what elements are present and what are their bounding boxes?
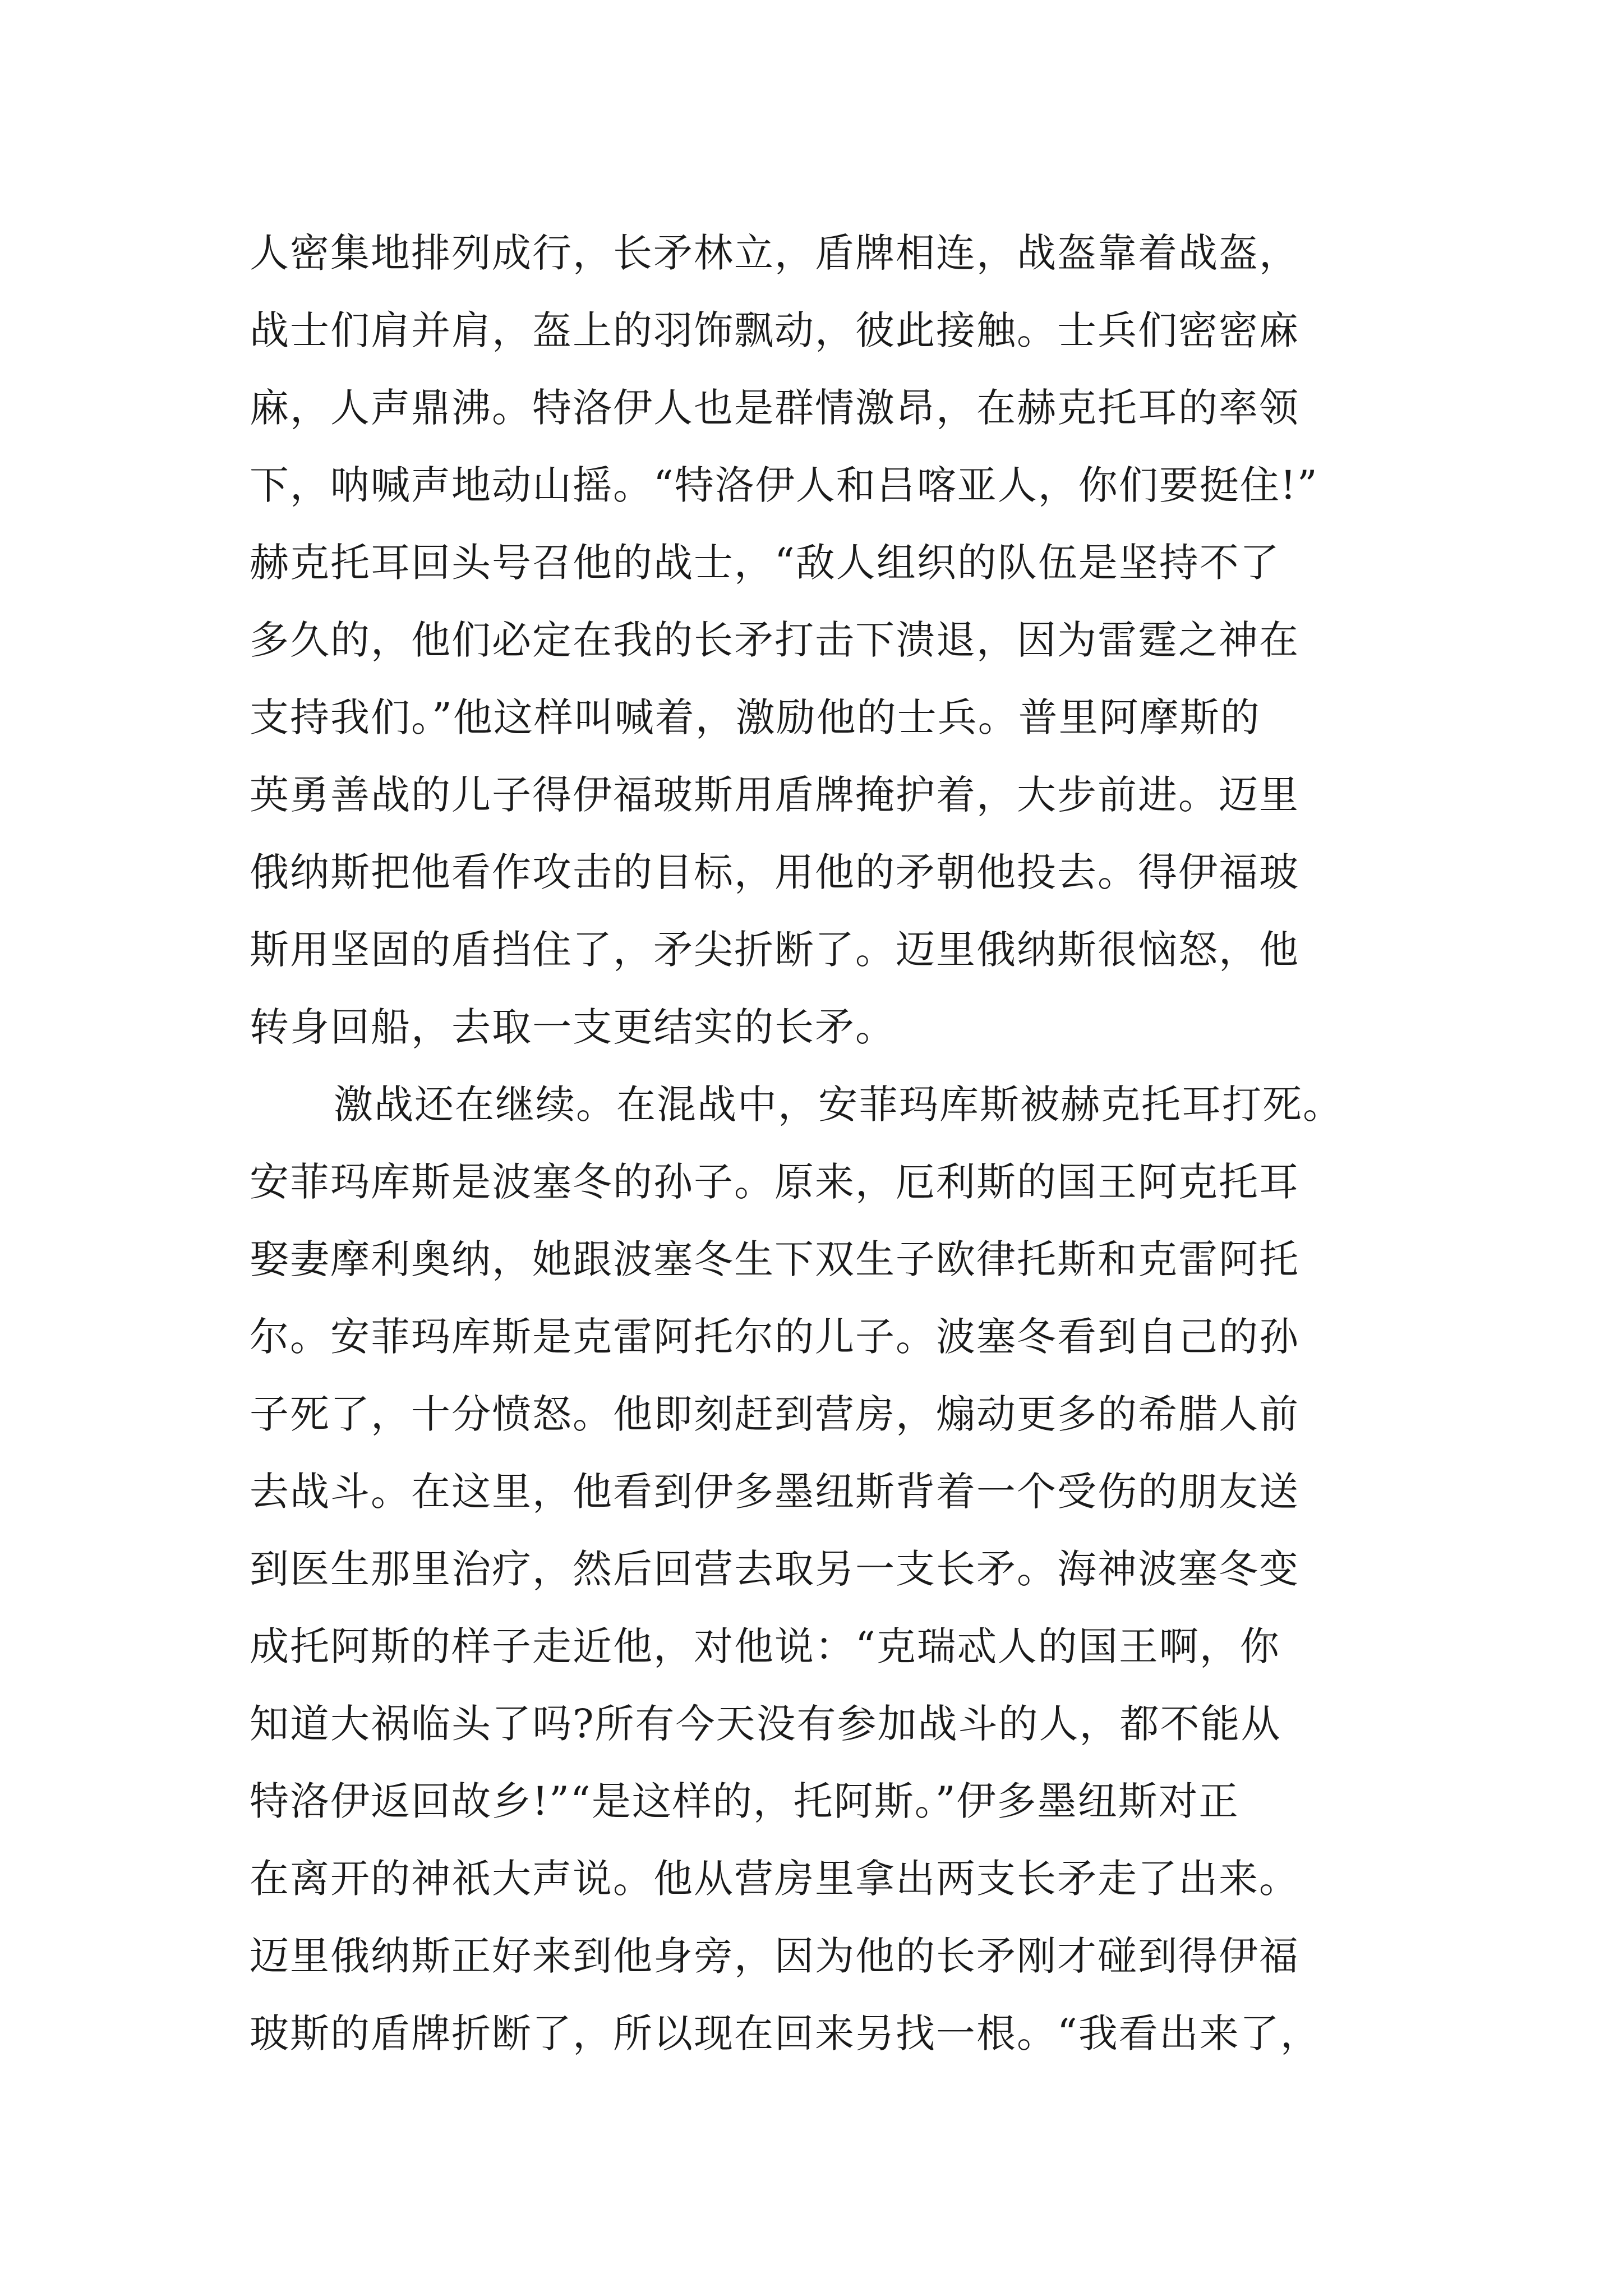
text-line: 尔。安菲玛库斯是克雷阿托尔的儿子。波塞冬看到自己的孙 <box>250 1314 1299 1360</box>
text-line: 支持我们。”他这样叫喊着，激励他的士兵。普里阿摩斯的 <box>250 694 1261 740</box>
text-line: 玻斯的盾牌折断了，所以现在回来另找一根。“我看出来了， <box>250 2010 1321 2056</box>
text-line: 多久的，他们必定在我的长矛打击下溃退，因为雷霆之神在 <box>250 617 1299 663</box>
text-line: 麻，人声鼎沸。特洛伊人也是群情激昂，在赫克托耳的率领 <box>250 385 1299 431</box>
text-line: 激战还在继续。在混战中，安菲玛库斯被赫克托耳打死。 <box>334 1082 1343 1128</box>
text-line: 知道大祸临头了吗?所有今天没有参加战斗的人，都不能从 <box>250 1701 1281 1747</box>
text-line: 下，呐喊声地动山摇。“特洛伊人和吕喀亚人，你们要挺住!” <box>250 462 1318 508</box>
text-line: 英勇善战的儿子得伊福玻斯用盾牌掩护着，大步前进。迈里 <box>250 772 1299 818</box>
paragraph-2 <box>250 1066 1388 2072</box>
text-line: 到医生那里治疗，然后回营去取另一支长矛。海神波塞冬变 <box>250 1546 1299 1592</box>
text-line: 成托阿斯的样子走近他，对他说：“克瑞忒人的国王啊，你 <box>250 1623 1280 1669</box>
paragraph-1 <box>250 214 1388 1066</box>
text-line: 迈里俄纳斯正好来到他身旁，因为他的长矛刚才碰到得伊福 <box>250 1933 1299 1979</box>
text-line: 去战斗。在这里，他看到伊多墨纽斯背着一个受伤的朋友送 <box>250 1469 1299 1515</box>
text-line: 战士们肩并肩，盔上的羽饰飘动，彼此接触。士兵们密密麻 <box>250 307 1299 353</box>
text-line: 娶妻摩利奥纳，她跟波塞冬生下双生子欧律托斯和克雷阿托 <box>250 1236 1299 1282</box>
text-line: 人密集地排列成行，长矛林立，盾牌相连，战盔靠着战盔， <box>250 230 1299 276</box>
text-line: 安菲玛库斯是波塞冬的孙子。原来，厄利斯的国王阿克托耳 <box>250 1159 1299 1205</box>
text-line: 在离开的神祇大声说。他从营房里拿出两支长矛走了出来。 <box>250 1856 1299 1902</box>
body-text <box>250 214 1388 2072</box>
text-line: 赫克托耳回头号召他的战士，“敌人组织的队伍是坚持不了 <box>250 540 1280 586</box>
text-line: 转身回船，去取一支更结实的长矛。 <box>250 1004 896 1050</box>
text-line: 俄纳斯把他看作攻击的目标，用他的矛朝他投去。得伊福玻 <box>250 849 1299 895</box>
text-line: 特洛伊返回故乡!”“是这样的，托阿斯。”伊多墨纽斯对正 <box>250 1778 1239 1824</box>
text-line: 斯用坚固的盾挡住了，矛尖折断了。迈里俄纳斯很恼怒，他 <box>250 927 1299 973</box>
text-line: 子死了，十分愤怒。他即刻赶到营房，煽动更多的希腊人前 <box>250 1391 1299 1437</box>
